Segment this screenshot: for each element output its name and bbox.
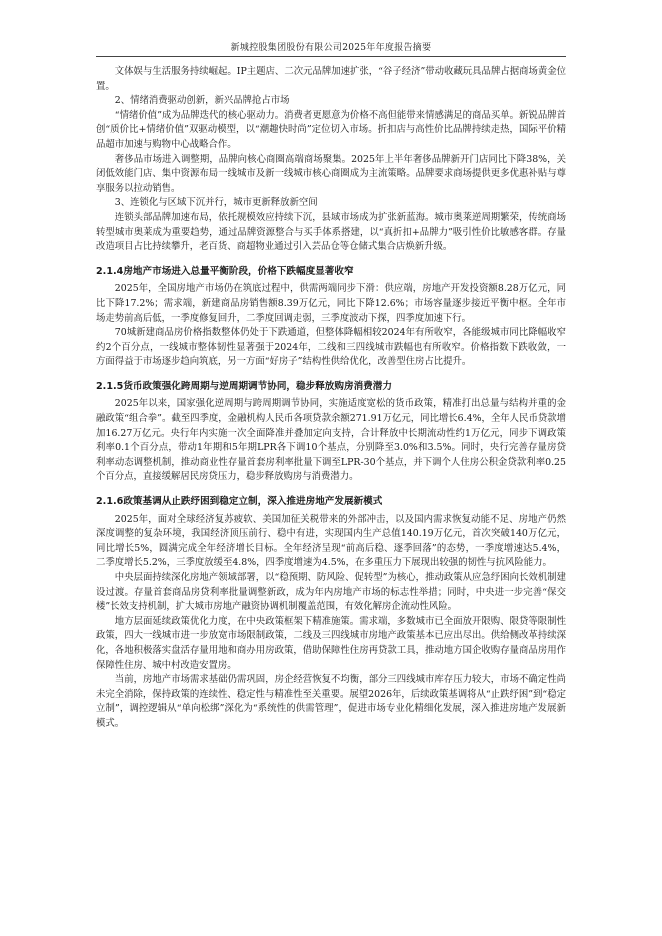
report-body bbox=[96, 65, 566, 732]
paragraph: 奢侈品市场进入调整期，品牌向核心商圈高端商场聚集。2025年上半年奢侈品牌新开门店同比下降38%，关闭低效能门店、集中资源布局一线城市及新一线城市核心商圈成为主流策略。品牌要求商场提供更多优惠补贴与尊享服务以拉动销售。 bbox=[96, 153, 566, 194]
subheading: 2、情绪消费驱动创新，新兴品牌抢占市场 bbox=[114, 95, 290, 107]
paragraph: 中央层面持续深化房地产领域部署，以“稳预期、防风险、促转型”为核心，推动政策从应急纾困向长效机制建设过渡。存量首套商品房贷利率批量调整新政，成为年内房地产市场的标志性举措；同时，中央进一步完善“保交楼”长效支持机制，扩大城市房地产融资协调机制覆盖范围，有效化解房企流动性风险。 bbox=[96, 572, 566, 613]
section-heading: 2.1.4房地产市场进入总量平衡阶段，价格下跌幅度显著收窄 bbox=[96, 265, 354, 277]
paragraph: 当前，房地产市场需求基础仍需巩固，房企经营恢复不均衡，部分三四线城市库存压力较大，市场不确定性尚未完全消除，保持政策的连续性、稳定性与精准性至关重要。展望2026年，后续政策基调将从“止跌纾困”到“稳定立制”，调控逻辑从“单向松绑”深化为“系统性的供需管理”，促进市场专业化精细化发展，深入推进房地产发展新模式。 bbox=[96, 674, 566, 729]
section-heading: 2.1.6政策基调从止跌纾困到稳定立制，深入推进房地产发展新模式 bbox=[96, 496, 383, 508]
paragraph: 2025年，全国房地产市场仍在筑底过程中，供需两端同步下滑：供应端，房地产开发投资额8.28万亿元，同比下降17.2%；需求端，新建商品房销售额8.39万亿元，同比下降12.6%；市场容量逐步接近平衡中枢。全年市场走势前高后低，一季度修复回升，二季度回调走弱，三季度波动下探，四季度加速下行。 bbox=[96, 283, 566, 324]
paragraph: 地方层面延续政策优化力度，在中央政策框架下精准施策。需求端，多数城市已全面放开限购、限贷等限制性政策，四大一线城市进一步放宽市场限制政策，二线及三四线城市房地产政策基本已应出尽出。供给侧改革持续深化，各地积极落实盘活存量用地和商办用房政策，借助保障性住房再贷款工具，推动地方国企收购存量商品房用作保障性住房、城中村改造安置房。 bbox=[96, 615, 566, 671]
paragraph: 2025年以来，国家强化逆周期与跨周期调节协同，实施适度宽松的货币政策，精准打出总量与结构并重的金融政策“组合拳”。截至四季度，金融机构人民币各项贷款余额271.91万亿元，同比增长6.4%，全年人民币贷款增加16.27万亿元。央行年内实施一次全面降准并叠加定向支持，合计释放中长期流动性约1万亿元，同步下调政策利率0.1个百分点，带动1年期和5年期LPR各下调10个基点，分别降至3.0%和3.5%。同时，央行完善存量房贷利率动态调整机制，推动商业性存量首套房利率批量下调至LPR-30个基点，并下调个人住房公积金贷款利率0.25个百分点，直接缓解居民房贷压力，稳步释放购房与消费潜力。 bbox=[96, 398, 566, 483]
page-header: 新城控股集团股份有限公司2025年年度报告摘要 bbox=[96, 40, 566, 57]
paragraph: “情绪价值”成为品牌迭代的核心驱动力。消费者更愿意为价格不高但能带来情感满足的商品买单。新锐品牌首创“质价比+情绪价值”双驱动模型，以“潮趣快时尚”定位切入市场。折扣店与高性价比品牌持续走热，国际平价精品超市加速与购物中心战略合作。 bbox=[96, 109, 566, 150]
paragraph: 70城新建商品房价格指数整体仍处于下跌通道，但整体降幅相较2024年有所收窄，各能级城市同比降幅收窄约2个百分点，一线城市整体韧性显著强于2024年，二线和三四线城市跌幅也有所收窄。价格指数下跌收敛，一方面得益于市场逐步趋向筑底，另一方面“好房子”结构性供给优化，改善型住房占比提升。 bbox=[96, 327, 566, 368]
paragraph: 2025年，面对全球经济复苏疲软、美国加征关税带来的外部冲击，以及国内需求恢复动能不足、房地产仍然深度调整的复杂环境，我国经济顶压前行、稳中有进，实现国内生产总值140.19万亿元，首次突破140万亿元，同比增长5%，圆满完成全年经济增长目标。全年经济呈现“前高后稳、逐季回落”的态势，一季度增速达5.4%，二季度增长5.2%，三季度放缓至4.8%，四季度增速为4.5%，在多重压力下展现出较强的韧性与抗风险能力。 bbox=[96, 513, 566, 569]
subheading: 3、连锁化与区域下沉并行，城市更新释放新空间 bbox=[114, 197, 318, 209]
paragraph: 连锁头部品牌加速布局，依托规模效应持续下沉，县域市场成为扩张新蓝海。城市奥莱逆周期繁荣，传统商场转型城市奥莱成为重要趋势，通过品牌资源整合与买手体系搭建，以“真折扣+品牌力”吸引性价比敏感客群。存量改造项目占比持续攀升，老百货、商超物业通过引入芸品仓等仓储式集合店焕新升级。 bbox=[96, 211, 566, 253]
paragraph: 文体娱与生活服务持续崛起。IP主题店、二次元品牌加速扩张，“谷子经济”带动收藏玩具品牌占据商场黄金位置。 bbox=[96, 66, 566, 92]
section-heading: 2.1.5货币政策强化跨周期与逆周期调节协同，稳步释放购房消费潜力 bbox=[96, 380, 392, 392]
